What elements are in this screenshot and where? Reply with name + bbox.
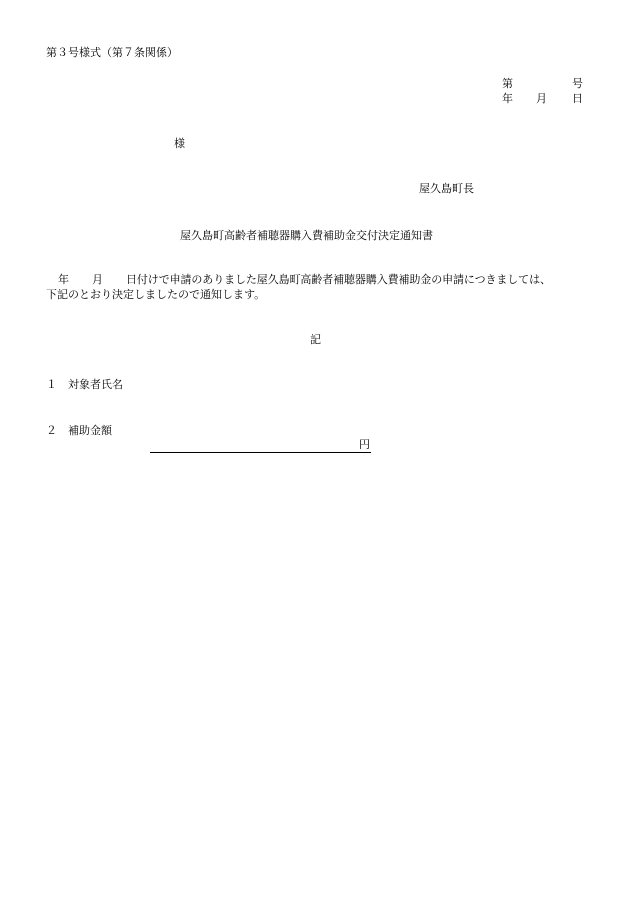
body-line1: 日付けで申請のありました屋久島町高齢者補聴器購入費補助金の申請につきましては、 [126,273,551,286]
body-line2: 下記のとおり決定しましたので通知します。 [46,288,266,301]
ki-heading: 記 [310,333,321,346]
date-year: 年 [502,92,513,105]
addressee-suffix: 様 [174,137,185,150]
doc-number-go: 号 [572,77,583,90]
item-label-subsidy-amount: 補助金額 [68,424,112,437]
item-number: ２ [46,424,57,437]
item-number: １ [46,378,57,391]
document-title: 屋久島町高齢者補聴器購入費補助金交付決定通知書 [180,229,433,242]
currency-unit: 円 [359,438,370,451]
body-month: 月 [92,273,103,286]
item-label-target-name: 対象者氏名 [68,378,123,391]
issuer-name: 屋久島町長 [419,182,474,195]
date-day: 日 [572,92,583,105]
date-month: 月 [536,92,547,105]
amount-underline [150,438,371,453]
doc-number-dai: 第 [502,77,513,90]
form-label: 第３号様式（第７条関係） [46,46,178,59]
body-year: 年 [58,273,69,286]
